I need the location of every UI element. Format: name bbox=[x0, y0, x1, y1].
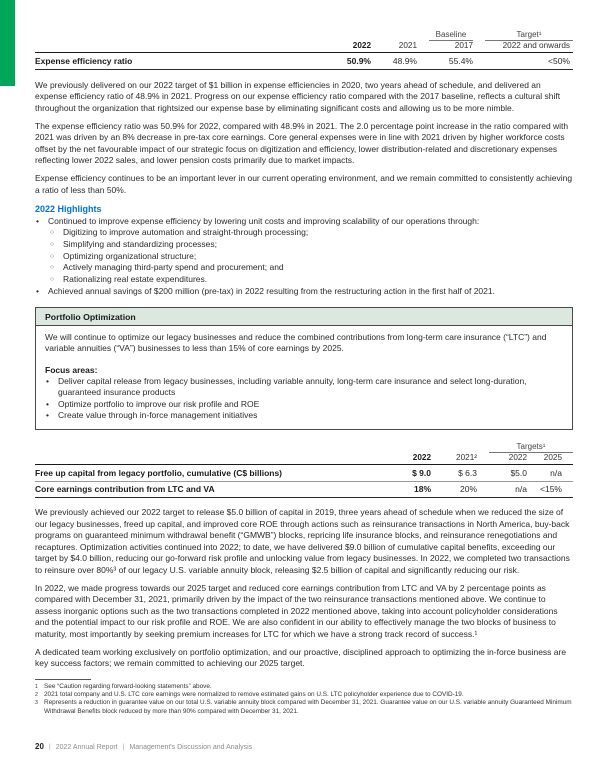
highlight-subtext: Simplifying and standardizing processes; bbox=[63, 238, 218, 249]
table-group-header-row bbox=[35, 442, 573, 453]
table-row bbox=[35, 482, 573, 499]
col-header-2022: 2022 bbox=[412, 453, 431, 463]
value-2022: 50.9% bbox=[346, 55, 371, 66]
footer-report-title: 2022 Annual Report bbox=[55, 744, 118, 751]
row-label: Expense efficiency ratio bbox=[35, 55, 133, 66]
focus-area-item bbox=[45, 376, 563, 399]
sub-bullet-marker: ○ bbox=[50, 252, 54, 260]
focus-areas-list bbox=[45, 376, 563, 421]
expense-efficiency-table bbox=[35, 30, 573, 70]
group-header-target: Target¹ bbox=[485, 30, 573, 41]
sub-bullet-marker: ○ bbox=[50, 240, 54, 248]
row-label: Core earnings contribution from LTC and VA bbox=[35, 484, 215, 495]
sub-bullet-marker: ○ bbox=[50, 264, 54, 272]
value-2017: 55.4% bbox=[448, 55, 473, 66]
value-target-2022: $5.0 bbox=[510, 467, 527, 478]
box-title: Portfolio Optimization bbox=[36, 308, 572, 326]
value-target-2025: <15% bbox=[540, 484, 562, 495]
sub-bullet-marker: ○ bbox=[50, 276, 54, 284]
row-label: Free up capital from legacy portfolio, cumulative (C$ billions) bbox=[35, 467, 283, 478]
footer-separator: | bbox=[48, 744, 51, 751]
highlight-subtext: Digitizing to improve automation and straight-through processing; bbox=[63, 227, 309, 237]
focus-area-text: Optimize portfolio to improve our risk profile and ROE bbox=[58, 398, 260, 409]
value-target-2025: n/a bbox=[550, 467, 562, 478]
footnote-number: 1 bbox=[35, 683, 38, 690]
page-number: 20 bbox=[35, 742, 44, 751]
table-row bbox=[35, 53, 573, 70]
bullet-marker: • bbox=[36, 216, 39, 226]
footnote bbox=[35, 691, 573, 699]
col-header-2021: 2021² bbox=[456, 453, 477, 463]
highlight-text: Continued to improve expense efficiency by lowering unit costs and improving scalability of our operations through: bbox=[48, 216, 480, 226]
value-target-2022: n/a bbox=[515, 484, 527, 495]
col-header-target-2025: 2025 bbox=[543, 453, 562, 463]
paragraph-ratio-analysis: The expense efficiency ratio was 50.9% for 2022, compared with 48.9% in 2021. The 2.0 percentage point increase in the ratio compared with 2021 was driven by an 8% decrease in pre-tax core earnings. Core general expenses were in line with 2021 driven by higher workforce costs offset by the net favourable impact of our strategic focus on digitization and efficiency, lower distribution-related and discretionary expenses reflecting lower 2022 sales, and lower pension costs primarily due to market impacts. bbox=[35, 120, 569, 165]
focus-areas-heading: Focus areas: bbox=[45, 364, 98, 375]
box-body bbox=[36, 326, 572, 429]
table-column-header-row bbox=[35, 453, 573, 465]
bullet-marker: • bbox=[36, 285, 39, 296]
bullet-marker: • bbox=[46, 409, 49, 420]
paragraph-2025-progress: In 2022, we made progress towards our 2025 target and reduced core earnings contribution from LTC and VA by 2 percentage points as compared with December 31, 2021, primarily driven by the impact of the two reinsurance transactions mentioned above. We continue to assess inorganic options such as the two transactions completed in 2022 mentioned above, taking into account policyholder considerations and the potential impact to our risk profile and ROE. We are also confident in our ability to effectively manage the two blocks of business to maturity, most importantly by seeking premium increases for LTC for which we have a strong track record of success.¹ bbox=[35, 582, 558, 639]
highlight-subtext: Actively managing third-party spend and procurement; and bbox=[63, 262, 284, 273]
col-header-2022-onwards: 2022 and onwards bbox=[502, 41, 570, 50]
group-header-baseline: Baseline bbox=[429, 30, 473, 41]
col-header-2021: 2021 bbox=[398, 41, 417, 50]
focus-area-text: Deliver capital release from legacy businesses, including variable annuity, long-term care insurance and select long-duration, guaranteed insurance products bbox=[58, 375, 527, 398]
highlight-sublist bbox=[49, 227, 573, 286]
page-edge-accent-bar bbox=[0, 0, 15, 86]
highlight-text: Achieved annual savings of $200 million (pre-tax) in 2022 resulting from the restructuring action in the first half of 2021. bbox=[48, 285, 495, 296]
highlight-subitem bbox=[49, 262, 573, 274]
footnote bbox=[35, 699, 573, 716]
footnote-text: 2021 total company and U.S. LTC core earnings were normalized to remove estimated gains on U.S. LTC policyholder experience due to COVID-19. bbox=[44, 690, 464, 698]
highlight-subitem bbox=[49, 239, 573, 251]
value-target: <50% bbox=[548, 55, 570, 66]
col-header-2022: 2022 bbox=[352, 41, 371, 50]
footer-separator: | bbox=[122, 744, 125, 751]
paragraph-dedicated-team: A dedicated team working exclusively on portfolio optimization, and our proactive, disciplined approach to optimizing the in-force business are key success factors; we remain committed to achieving our 2025 target. bbox=[35, 646, 567, 669]
highlight-item bbox=[35, 286, 573, 297]
highlight-item bbox=[35, 216, 573, 286]
footnote-text: See “Caution regarding forward-looking statements” above. bbox=[44, 682, 212, 690]
table-column-header-row bbox=[35, 41, 573, 53]
value-2022: 18% bbox=[413, 484, 431, 495]
bullet-marker: • bbox=[46, 398, 49, 409]
footer-section-title: Management's Discussion and Analysis bbox=[129, 744, 253, 751]
value-2022: $ 9.0 bbox=[412, 467, 431, 478]
page-content bbox=[35, 30, 573, 716]
page-footer bbox=[35, 742, 252, 751]
highlight-subtext: Rationalizing real estate expenditures. bbox=[63, 274, 208, 285]
footnote-text: Represents a reduction in guarantee value on our total U.S. variable annuity block compared with December 31, 2021. Guarantee value on our U.S. variable annuity Guaranteed Minimum Withdrawal Benefits block reduced by more than 90% compared with December 31, 2021. bbox=[44, 699, 572, 715]
focus-area-item bbox=[45, 399, 563, 410]
value-2021: $ 6.3 bbox=[458, 467, 477, 478]
footnote bbox=[35, 683, 573, 691]
focus-area-text: Create value through in-force management initiatives bbox=[58, 409, 258, 420]
highlights-list bbox=[35, 216, 573, 297]
highlight-subitem bbox=[49, 274, 573, 286]
footnote-number: 2 bbox=[35, 691, 38, 698]
value-2021: 20% bbox=[459, 484, 477, 495]
footnote-divider bbox=[35, 679, 91, 680]
table-row bbox=[35, 465, 573, 482]
table-body bbox=[35, 53, 573, 70]
table-body bbox=[35, 465, 573, 498]
highlights-heading: 2022 Highlights bbox=[35, 204, 102, 214]
group-header-targets: Targets¹ bbox=[489, 442, 573, 453]
col-header-2017: 2017 bbox=[454, 41, 473, 50]
col-header-target-2022: 2022 bbox=[508, 453, 527, 463]
table-group-header-row bbox=[35, 30, 573, 41]
portfolio-optimization-box bbox=[35, 307, 573, 430]
paragraph-capital-release: We previously achieved our 2022 target to release $5.0 billion of capital in 2019, three years ahead of schedule when we reduced the size of our legacy businesses, freed up capital, and improved core ROE through actions such as reinsurance transactions in North America, buy-back programs on guaranteed minimum withdrawal benefit (“GMWB”) blocks, repricing life insurance blocks, and reinsurance renegotiations and recaptures. Optimization activities continued into 2022; to date, we have delivered $9.0 billion of cumulative capital benefits, exceeding our target by $4.0 billion, reducing our go-forward risk profile and unlocking value from legacy businesses. In 2022, we completed two transactions to reinsure over 80%³ of our legacy U.S. variable annuity block, releasing $2.5 billion of capital and significantly reducing our risk. bbox=[35, 507, 570, 575]
footnotes bbox=[35, 683, 573, 716]
paragraph-expense-target: We previously delivered on our 2022 target of $1 billion in expense efficiencies in 2020, two years ahead of schedule, and delivered an expense efficiency ratio of 48.9% in 2021. Progress on our expense efficiency ratio compared with the 2017 baseline, reflects a cultural shift throughout the organization that rightsized our expense base by eliminating significant costs and allowing us to be more nimble. bbox=[35, 79, 561, 113]
legacy-portfolio-table bbox=[35, 442, 573, 498]
highlight-subtext: Optimizing organizational structure; bbox=[63, 250, 197, 261]
box-intro: We will continue to optimize our legacy businesses and reduce the combined contributions from long-term care insurance (“LTC”) and variable annuities (“VA”) businesses to less than 15% of core earnings by 2025. bbox=[45, 331, 547, 354]
sub-bullet-marker: ○ bbox=[50, 229, 54, 236]
footnote-number: 3 bbox=[35, 700, 38, 707]
value-2021: 48.9% bbox=[392, 55, 417, 66]
focus-area-item bbox=[45, 410, 563, 421]
bullet-marker: • bbox=[46, 375, 49, 386]
paragraph-expense-lever: Expense efficiency continues to be an important lever in our current operating environment, and we remain committed to consistently achieving a ratio of less than 50%. bbox=[35, 173, 573, 195]
highlight-subitem bbox=[49, 227, 573, 239]
highlight-subitem bbox=[49, 251, 573, 263]
